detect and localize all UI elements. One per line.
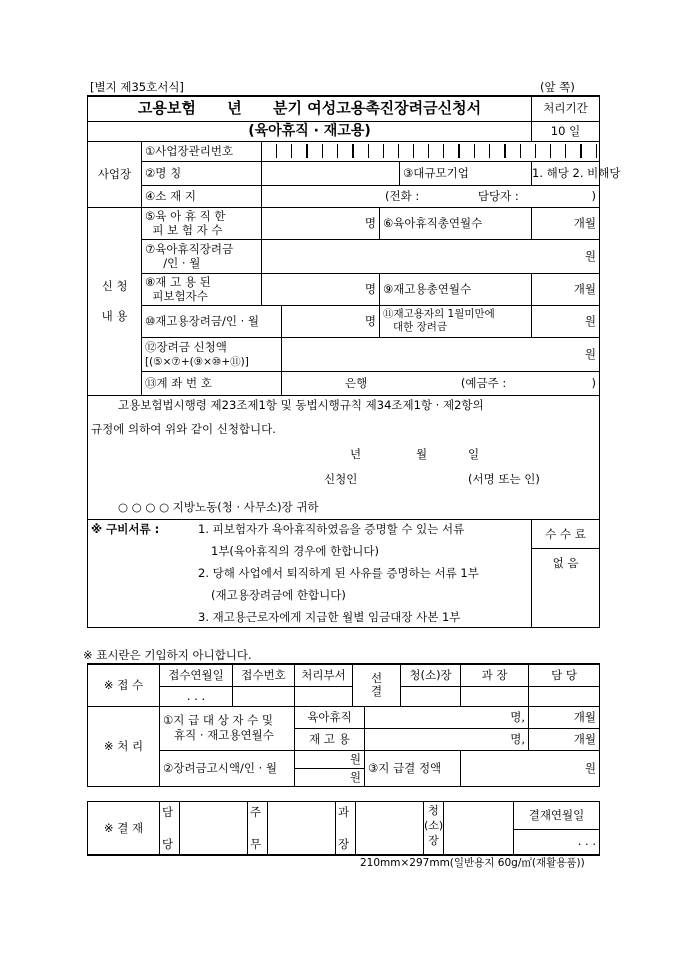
total-subsidy-label: ⑫장려금 신청액 [(⑤×⑦+(⑨×⑩+⑪)]	[142, 337, 282, 371]
receipt-label: ※ 접 수	[88, 664, 160, 706]
sign-label: (서명 또는 인)	[468, 471, 540, 486]
notice-amount-label: ②장려금고시액/인 · 월	[160, 750, 295, 786]
address-label: ④소 재 지	[142, 185, 262, 207]
account-label: ⑬계 좌 번 호	[142, 371, 282, 395]
form-number: [별지 제35호서식]	[90, 80, 184, 94]
chief-sign[interactable]	[401, 686, 461, 706]
fee-box: 수 수 료 없 음	[532, 519, 600, 627]
apply-section-label: 신 청 내 용	[88, 207, 142, 395]
under-month-field[interactable]: 원	[532, 305, 600, 337]
decision-table: ※ 결 재 담 당 주 무 과 장 청 (소) 장 결재연월일 . . .	[87, 801, 600, 856]
decision-staff-sign[interactable]	[180, 802, 248, 856]
receipt-date-field[interactable]: . . .	[160, 686, 233, 706]
account-field[interactable]: 은행 (예금주 : )	[282, 371, 600, 395]
staff-sign[interactable]	[529, 686, 600, 706]
rehired-insured-field[interactable]: 명	[262, 273, 380, 305]
large-company-options[interactable]: 1. 해당 2. 비해당	[532, 161, 600, 185]
manager-label: 담당자 :	[477, 188, 519, 203]
form-subtitle: (육아휴직 · 재고용)	[88, 121, 532, 141]
period-value: 10 일	[532, 121, 600, 141]
rehire-months-label: ⑨재고용총연월수	[380, 273, 532, 305]
childcare-months-field[interactable]: 개월	[532, 207, 600, 239]
required-documents: ※ 구비서류 : 1. 피보험자가 육아휴직하였음을 증명할 수 있는 서류 1부(육아휴직의 경우에 한합니다) 2. 당해 사업에서 퇴직하게 된 사유를 증명하는 서류 1부 (재고용장려금에 한합니다) 3. 재고용근로자에게 지급한 월별 임금대장 사본 1부	[88, 519, 532, 627]
decision-date-field[interactable]: . . .	[514, 829, 600, 855]
application-table	[87, 95, 621, 628]
rehire-subsidy-field[interactable]: 명	[282, 305, 380, 337]
decision-chief-sign[interactable]	[444, 802, 514, 856]
under-month-label: ⑪재고용자의 1월미만에 대한 장려금	[380, 305, 532, 337]
process-label: ※ 처 리	[88, 706, 160, 786]
decision-amount-field[interactable]: 원	[461, 750, 600, 786]
page-side: (앞 쪽)	[540, 80, 575, 94]
rehire-month-field[interactable]: 개월	[529, 728, 600, 750]
statement-area: 고용보험법시행령 제23조제1항 및 동법시행규칙 제34조제1항 · 제2항의 규정에 의하여 위와 같이 신청합니다. 년 월 일 신청인 (서명 또는 인) ○ ○ ○ ○ 지방노동(청 · 사무소)장 귀하	[88, 395, 600, 519]
rehire-count-field[interactable]: 명,	[365, 728, 529, 750]
rehire-subsidy-label: ⑩재고용장려금/인 · 월	[142, 305, 282, 337]
rehired-insured-label: ⑧재 고 용 된 피보험자수	[142, 273, 262, 305]
receipt-no-field[interactable]	[233, 686, 295, 706]
name-field[interactable]	[262, 161, 400, 185]
section-head-sign[interactable]	[461, 686, 529, 706]
payee-count-label: ①지 급 대 상 자 수 및 휴직 · 재고용연월수	[160, 706, 295, 750]
business-section-label: 사업장	[88, 141, 142, 207]
decision-amount-label: ③지 급결 정액	[365, 750, 461, 786]
childcare-count-field[interactable]: 명,	[365, 706, 529, 728]
form-title: 고용보험 년 분기 여성고용촉진장려금신청서	[88, 96, 532, 121]
childcare-subsidy-label: ⑦육아휴직장려금 /인 · 월	[142, 239, 262, 273]
large-company-label: ③대규모기업	[400, 161, 532, 185]
childcare-month-field[interactable]: 개월	[529, 706, 600, 728]
dept-field[interactable]	[295, 686, 353, 706]
name-label: ②명 칭	[142, 161, 262, 185]
paper-spec: 210mm×297mm(일반용지 60g/㎡(재활용품))	[360, 857, 585, 869]
statement-line2: 규정에 의하여 위와 같이 신청합니다.	[91, 421, 276, 436]
mgmt-no-label: ①사업장관리번호	[142, 141, 262, 161]
office-note: ※ 표시란은 기입하지 아니합니다.	[83, 648, 252, 662]
childcare-insured-field[interactable]: 명	[262, 207, 380, 239]
applicant-label: 신청인	[324, 471, 358, 486]
phone-label: (전화 :	[385, 188, 420, 203]
address-field[interactable]: (전화 : 담당자 : )	[262, 185, 600, 207]
office-table: ※ 접 수 접수연월일 접수번호 처리부서 선 결 청(소)장 과 장 담 당 . . . ※ 처 리 ①지 급 대 상 자 수 및 휴직 · 재고용연월수 육아휴직 명, 개월 재 고 용 명, 개월 ②장려금고시액/인 · 월 원 ③지 급결 정액 원 원	[87, 663, 600, 787]
decision-gwa-sign[interactable]	[356, 802, 424, 856]
mgmt-no-boxes[interactable]	[262, 141, 600, 161]
statement-line1: 고용보험법시행령 제23조제1항 및 동법시행규칙 제34조제1항 · 제2항의	[118, 397, 484, 412]
decision-label: ※ 결 재	[88, 802, 160, 856]
notice-amount-childcare[interactable]: 원	[295, 750, 365, 768]
notice-amount-rehire[interactable]: 원	[295, 768, 365, 786]
decision-ju-sign[interactable]	[268, 802, 336, 856]
childcare-insured-label: ⑤육 아 휴 직 한 피 보 험 자 수	[142, 207, 262, 239]
period-label: 처리기간	[532, 96, 600, 121]
childcare-months-label: ⑥육아휴직총연월수	[380, 207, 532, 239]
total-subsidy-field[interactable]: 원	[282, 337, 600, 371]
rehire-months-field[interactable]: 개월	[532, 273, 600, 305]
addressee: ○ ○ ○ ○ 지방노동(청 · 사무소)장 귀하	[118, 499, 319, 514]
childcare-subsidy-field[interactable]: 원	[262, 239, 600, 273]
